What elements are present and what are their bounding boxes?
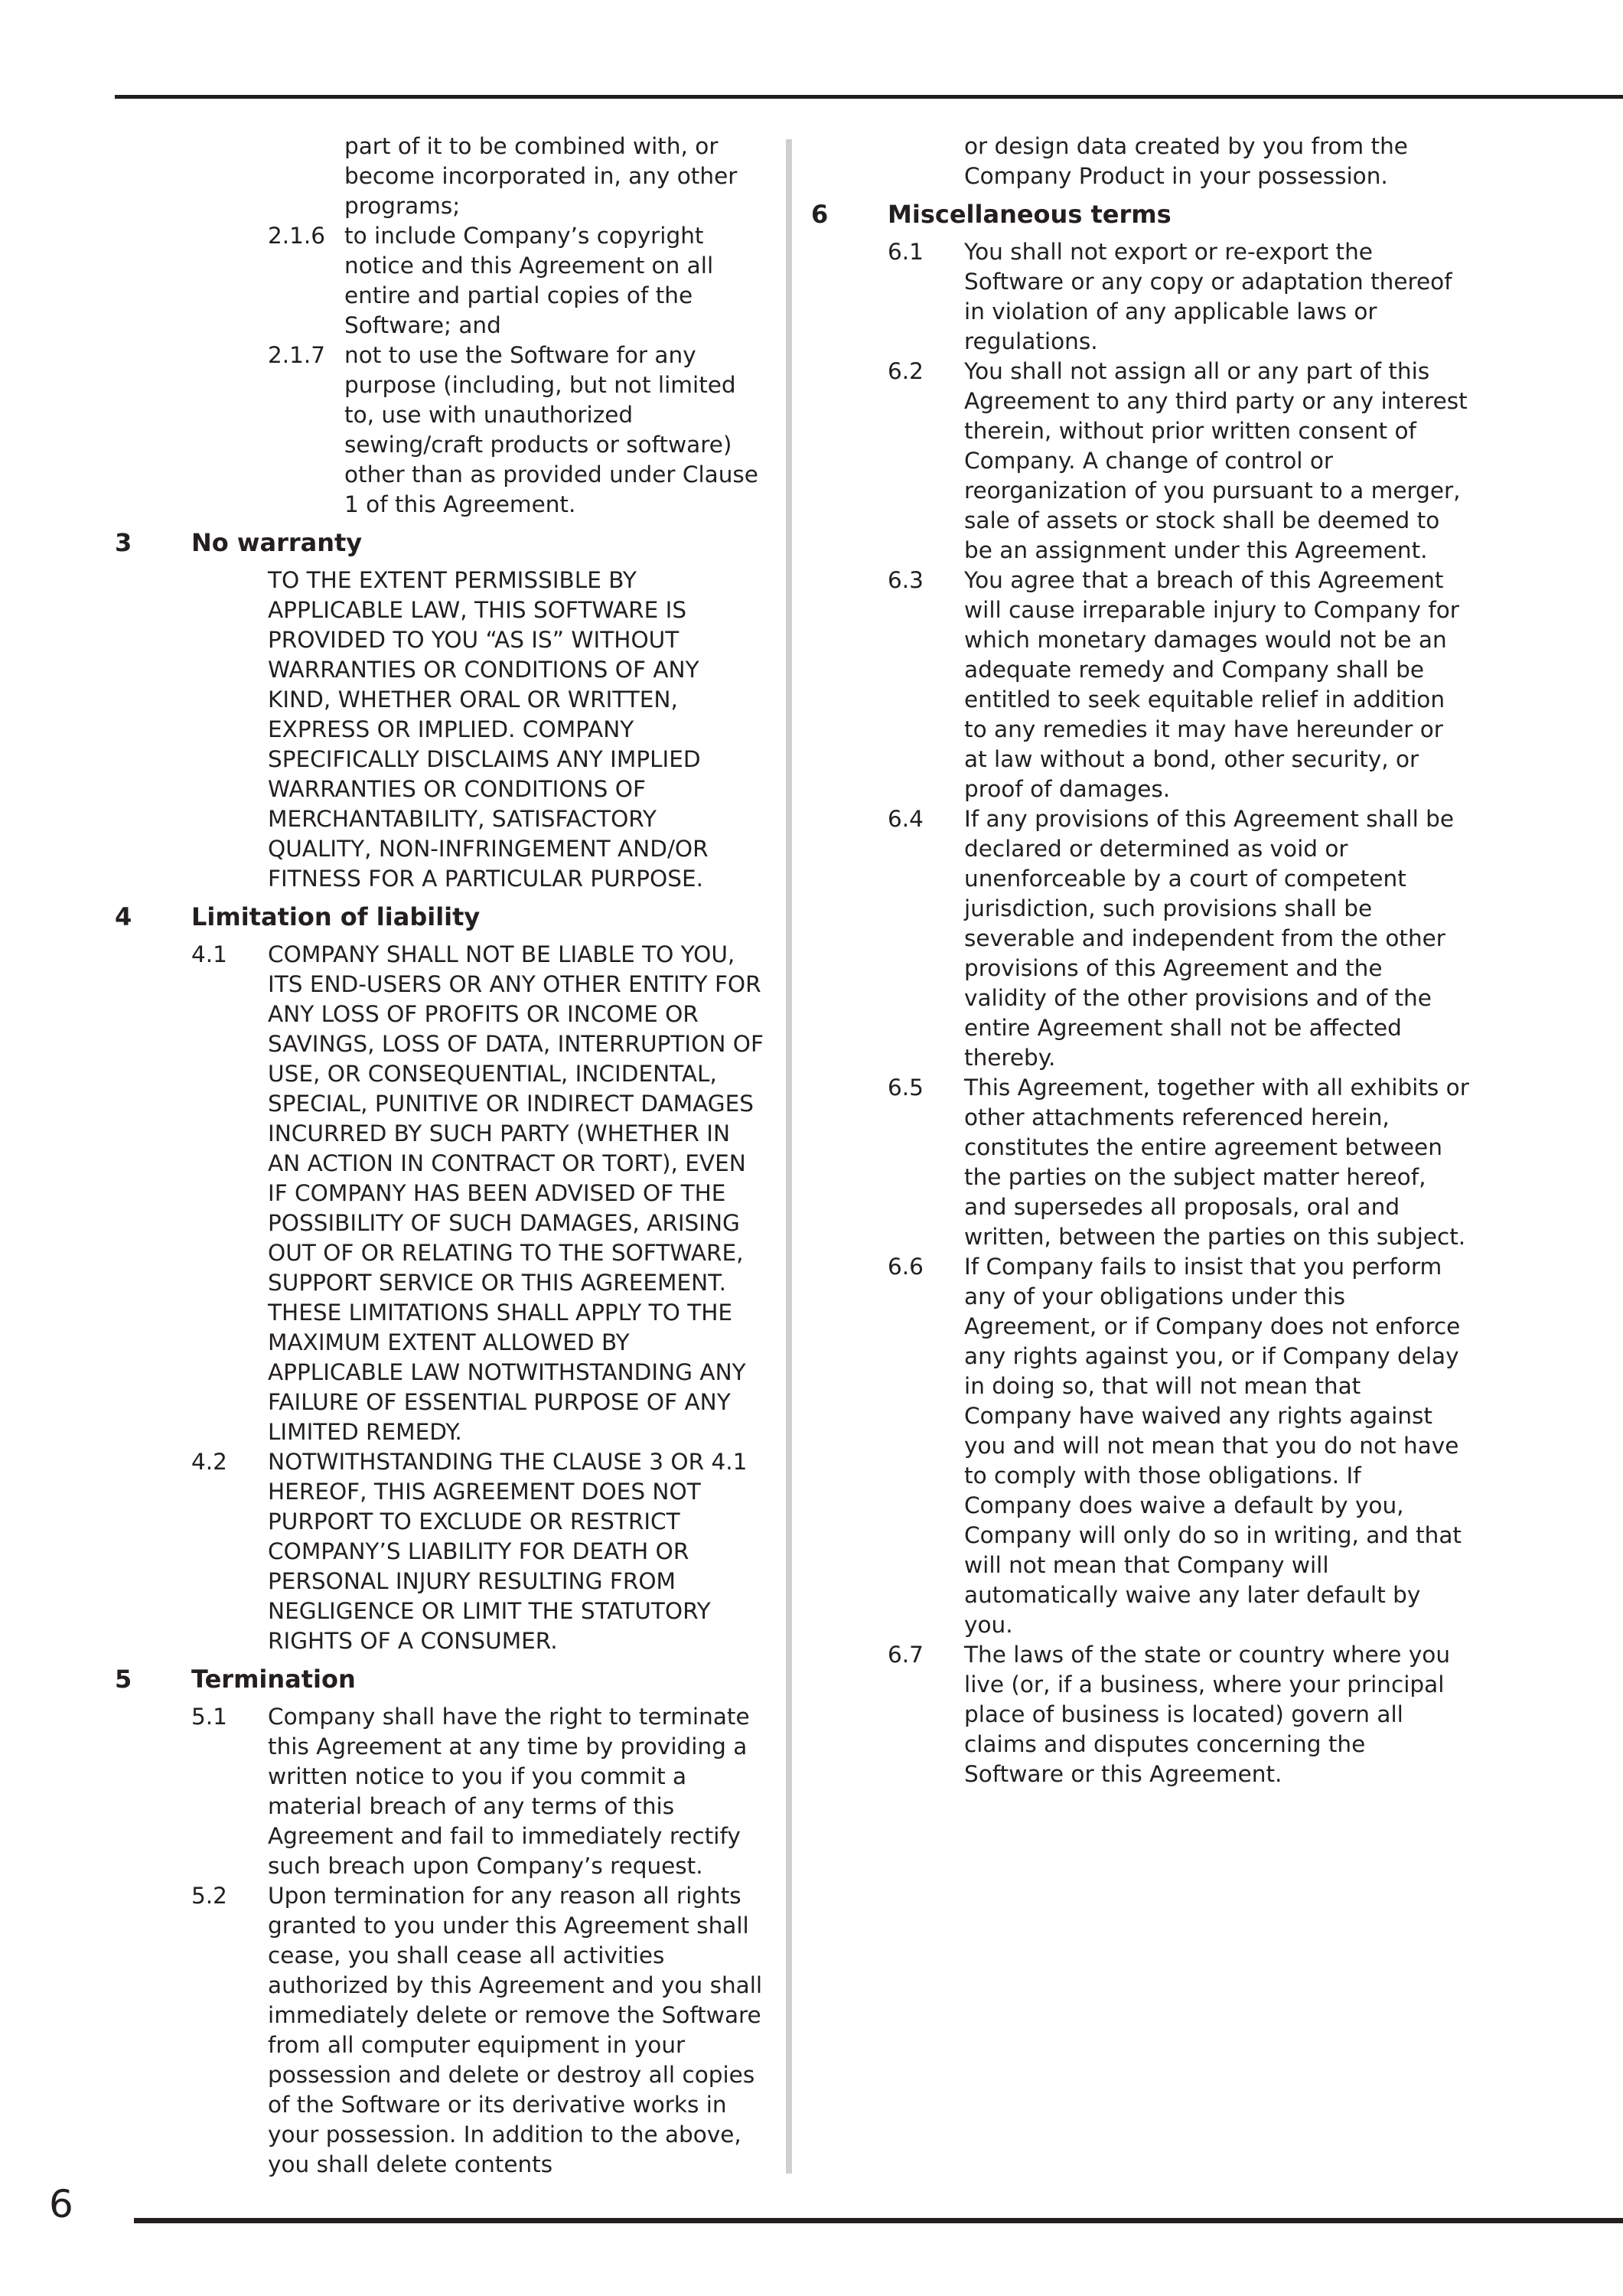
section-number: 3 <box>115 528 132 557</box>
clause-6-6 <box>811 1252 1469 1640</box>
bottom-rule <box>134 2218 1623 2223</box>
clause-number: 6.3 <box>888 567 924 593</box>
clause-text: Upon termination for any reason all rights granted to you under this Agreement shall cease, you shall cease all activities authorized by this Agreement and you shall immediately delete or remove the Software from all computer equipment in your possession and delete or destroy all copies of the Software or its derivative works in your possession. In addition to the above, you shall delete contents <box>268 1883 763 2177</box>
clause-number: 2.1.7 <box>268 342 326 368</box>
clause-6-4 <box>811 804 1469 1073</box>
section-title: No warranty <box>191 528 363 557</box>
clause-6-3 <box>811 566 1469 804</box>
clause-text: NOTWITHSTANDING THE CLAUSE 3 OR 4.1 HEREOF, THIS AGREEMENT DOES NOT PURPORT TO EXCLUDE OR RESTRICT COMPANY’S LIABILITY FOR DEATH OR PERSONAL INJURY RESULTING FROM NEGLIGENCE OR LIMIT THE STATUTORY RIGHTS OF A CONSUMER. <box>268 1449 748 1654</box>
clause-text: You shall not assign all or any part of this Agreement to any third party or any interest therein, without prior written consent of Company. A change of control or reorganization of you pursuant to a merger, sale of assets or stock shall be deemed to be an assignment under this Agreement. <box>964 358 1468 563</box>
clause-number: 4.1 <box>191 941 227 967</box>
clause-4-2 <box>115 1447 765 1656</box>
clause-number: 5.2 <box>191 1883 227 1909</box>
no-warranty-text: TO THE EXTENT PERMISSIBLE BY APPLICABLE LAW, THIS SOFTWARE IS PROVIDED TO YOU “AS IS” WITHOUT WARRANTIES OR CONDITIONS OF ANY KIND, WHETHER ORAL OR WRITTEN, EXPRESS OR IMPLIED. COMPANY SPECIFICALLY DISCLAIMS ANY IMPLIED WARRANTIES OR CONDITIONS OF MERCHANTABILITY, SATISFACTORY QUALITY, NON-INFRINGEMENT AND/OR FITNESS FOR A PARTICULAR PURPOSE. <box>268 567 709 892</box>
clause-number: 6.2 <box>888 358 924 384</box>
clause-5-1 <box>115 1702 765 1881</box>
clause-6-1 <box>811 237 1469 357</box>
clause-text: The laws of the state or country where you live (or, if a business, where your principal place of business is located) govern all claims and disputes concerning the Software or this Agreement. <box>964 1642 1451 1787</box>
clause-text: Company shall have the right to terminate this Agreement at any time by providing a written notice to you if you commit a material breach of any terms of this Agreement and fail to immediately rectify such breach upon Company’s request. <box>268 1704 750 1879</box>
clause-6-7 <box>811 1640 1469 1789</box>
clause-4-1 <box>115 940 765 1447</box>
clause-text: COMPANY SHALL NOT BE LIABLE TO YOU, ITS END-USERS OR ANY OTHER ENTITY FOR ANY LOSS OF PROFITS OR INCOME OR SAVINGS, LOSS OF DATA, INTERRUPTION OF USE, OR CONSEQUENTIAL, INCIDENTAL, SPECIAL, PUNITIVE OR INDIRECT DAMAGES INCURRED BY SUCH PARTY (WHETHER IN AN ACTION IN CONTRACT OR TORT), EVEN IF COMPANY HAS BEEN ADVISED OF THE POSSIBILITY OF SUCH DAMAGES, ARISING OUT OF OR RELATING TO THE SOFTWARE, SUPPORT SERVICE OR THIS AGREEMENT. THESE LIMITATIONS SHALL APPLY TO THE MAXIMUM EXTENT ALLOWED BY APPLICABLE LAW NOTWITHSTANDING ANY FAILURE OF ESSENTIAL PURPOSE OF ANY LIMITED REMEDY. <box>268 941 764 1445</box>
clause-number: 6.4 <box>888 806 924 832</box>
clause-2-1-5-continuation: part of it to be combined with, or become incorporated in, any other programs; <box>344 133 738 219</box>
right-column <box>811 132 1469 1789</box>
clause-text: not to use the Software for any purpose (including, but not limited to, use with unauthorized sewing/craft products or software) other than as provided under Clause 1 of this Agreement. <box>344 342 758 517</box>
clause-5-2 <box>115 1881 765 2180</box>
clause-5-2-continuation: or design data created by you from the Company Product in your possession. <box>964 133 1408 189</box>
clause-number: 6.7 <box>888 1642 924 1668</box>
clause-text: You shall not export or re-export the Software or any copy or adaptation thereof in violation of any applicable laws or regulations. <box>964 239 1452 354</box>
section-title: Termination <box>191 1665 356 1694</box>
clause-number: 6.5 <box>888 1075 924 1101</box>
clause-number: 2.1.6 <box>268 223 326 249</box>
section-4-heading <box>115 902 765 932</box>
clause-number: 6.1 <box>888 239 924 265</box>
clause-6-5 <box>811 1073 1469 1252</box>
page-number: 6 <box>49 2182 73 2226</box>
section-title: Miscellaneous terms <box>888 200 1172 229</box>
top-rule <box>115 95 1623 99</box>
clause-text: If any provisions of this Agreement shall be declared or determined as void or unenforceable by a court of competent jurisdiction, such provisions shall be severable and independent from the other provisions of this Agreement and the validity of the other provisions and of the entire Agreement shall not be affected thereby. <box>964 806 1455 1071</box>
section-number: 6 <box>811 200 829 229</box>
clause-2-1-6 <box>115 221 765 341</box>
clause-number: 5.1 <box>191 1704 227 1730</box>
clause-6-2 <box>811 357 1469 566</box>
clause-text: This Agreement, together with all exhibits or other attachments referenced herein, constitutes the entire agreement between the parties on the subject matter hereof, and supersedes all proposals, oral and written, between the parties on this subject. <box>964 1075 1469 1250</box>
clause-number: 6.6 <box>888 1254 924 1280</box>
clause-number: 4.2 <box>191 1449 227 1475</box>
section-3-heading <box>115 527 765 558</box>
left-column <box>115 132 765 2180</box>
section-6-heading <box>811 199 1469 230</box>
column-divider <box>786 139 792 2174</box>
clause-2-1-7 <box>115 341 765 520</box>
clause-text: to include Company’s copyright notice and this Agreement on all entire and partial copies of the Software; and <box>344 223 714 338</box>
section-number: 4 <box>115 902 132 931</box>
clause-text: If Company fails to insist that you perform any of your obligations under this Agreement, or if Company does not enforce any rights against you, or if Company delay in doing so, that will not mean that Company have waived any rights against you and will not mean that you do not have to comply with those obligations. If Company does waive a default by you, Company will only do so in writing, and that will not mean that Company will automatically waive any later default by you. <box>964 1254 1462 1638</box>
section-title: Limitation of liability <box>191 902 481 931</box>
section-5-heading <box>115 1664 765 1694</box>
section-number: 5 <box>115 1665 132 1694</box>
clause-text: You agree that a breach of this Agreement will cause irreparable injury to Company for which monetary damages would not be an adequate remedy and Company shall be entitled to seek equitable relief in addition to any remedies it may have hereunder or at law without a bond, other security, or proof of damages. <box>964 567 1459 802</box>
